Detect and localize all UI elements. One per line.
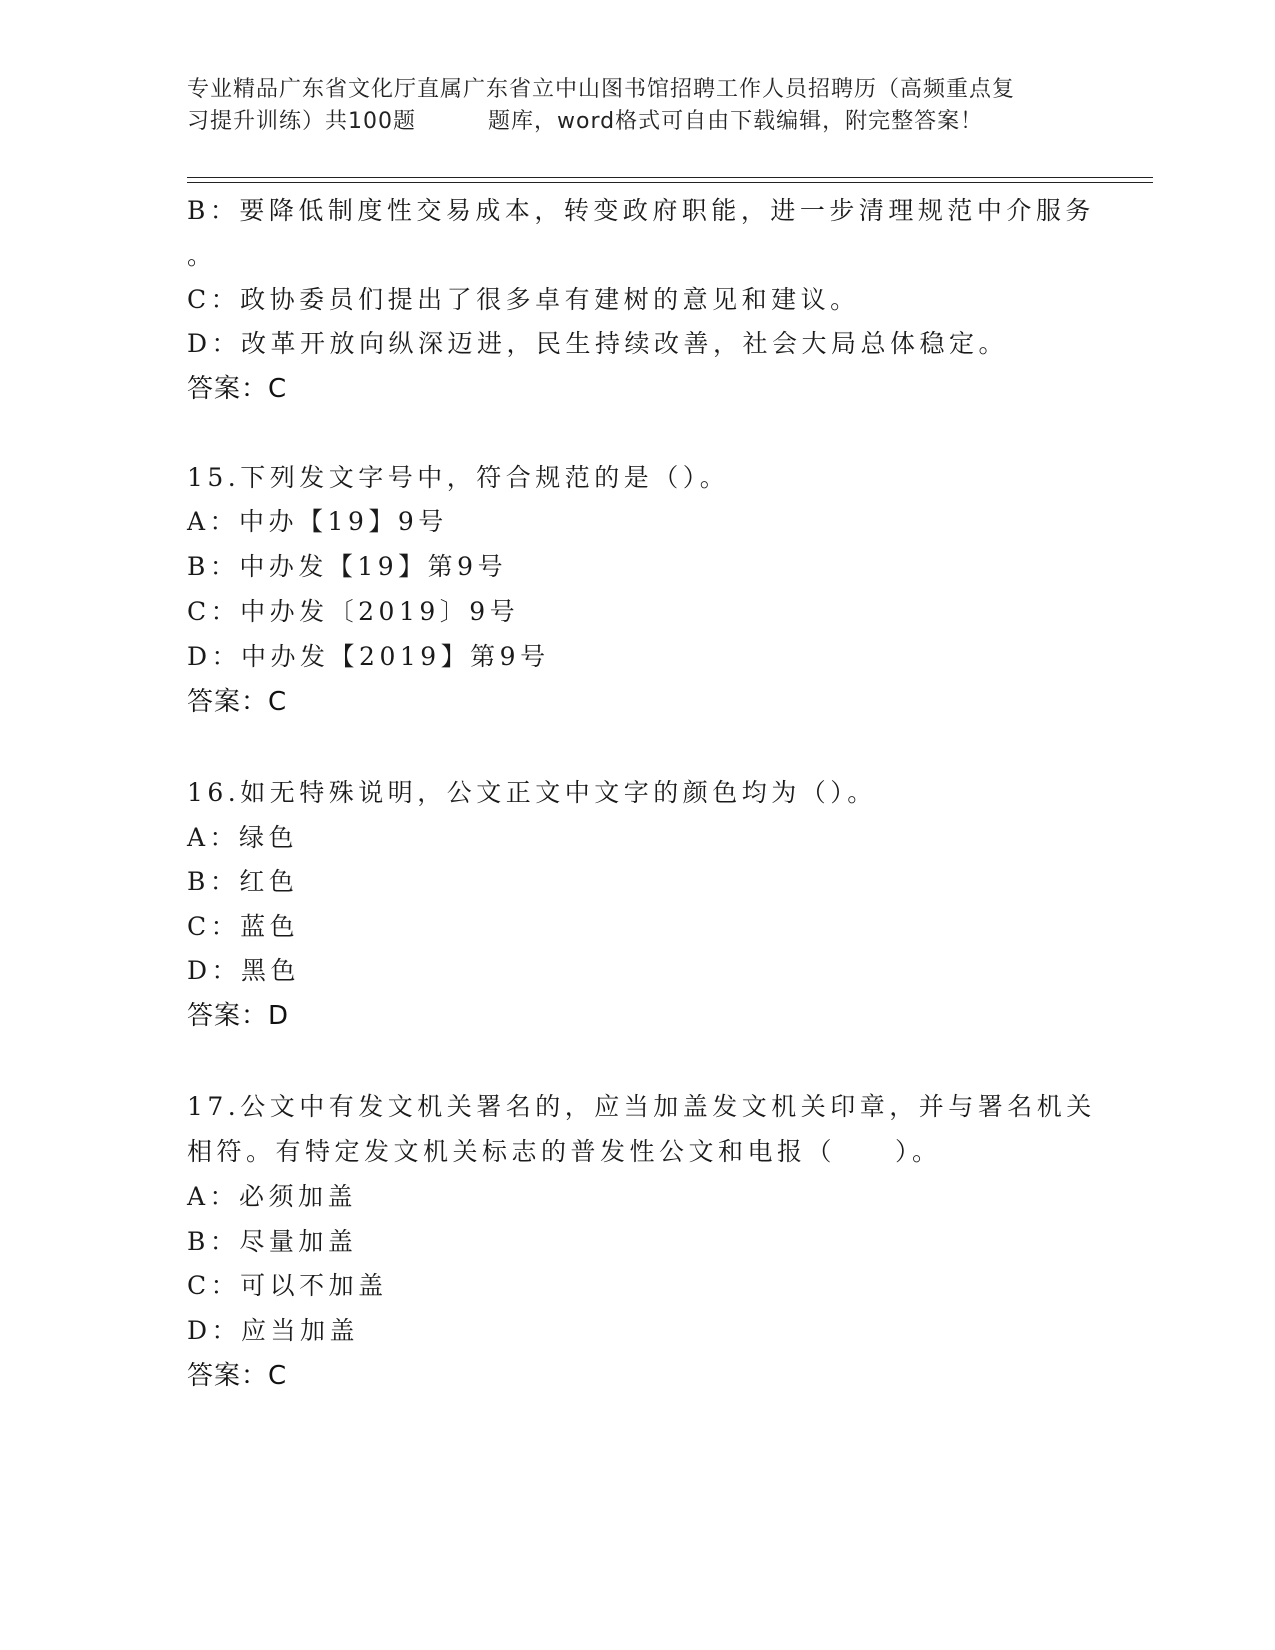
q17-option-a: A：必须加盖 [187,1182,358,1211]
q16-answer: 答案：D [187,1001,290,1031]
q16-question: 16.如无特殊说明，公文正文中文字的颜色均为（）。 [187,778,877,807]
q17-option-c: C：可以不加盖 [187,1271,388,1300]
q14-option-b: B：要降低制度性交易成本，转变政府职能，进一步清理规范中介服务 [187,196,1095,225]
q15-option-b: B：中办发【19】第9号 [187,552,508,581]
q14-option-d: D：改革开放向纵深迈进，民生持续改善，社会大局总体稳定。 [187,329,1009,358]
q17-question-line-1: 17.公文中有发文机关署名的，应当加盖发文机关印章，并与署名机关 [187,1092,1096,1121]
q14-option-c: C：政协委员们提出了很多卓有建树的意见和建议。 [187,285,860,314]
q16-option-b: B：红色 [187,867,299,896]
header-line-2 [187,106,1087,138]
document-header [187,74,1087,138]
q14-option-b-continued: 。 [187,241,217,270]
q15-answer: 答案：C [187,687,288,717]
q15-question: 15.下列发文字号中，符合规范的是（）。 [187,463,730,492]
q17-option-b: B：尽量加盖 [187,1227,358,1256]
q16-option-d: D：黑色 [187,956,301,985]
q16-option-c: C：蓝色 [187,912,300,941]
header-rule-top [187,177,1153,178]
header-rule-bottom [187,182,1153,183]
header-line-2-end: 题库，word格式可自由下载编辑，附完整答案！ [488,109,984,134]
q16-option-a: A：绿色 [187,823,299,852]
q17-question-line-2: 相符。有特定发文机关标志的普发性公文和电报（ ）。 [187,1137,942,1166]
q15-option-c: C：中办发〔2019〕9号 [187,597,520,626]
q15-option-a: A：中办【19】9号 [187,507,448,536]
header-line-1: 专业精品广东省文化厅直属广东省立中山图书馆招聘工作人员招聘历（高频重点复 [187,77,1016,102]
q17-option-d: D：应当加盖 [187,1316,360,1345]
q14-answer: 答案：C [187,374,288,404]
q17-answer: 答案：C [187,1361,288,1391]
q15-option-d: D：中办发【2019】第9号 [187,642,550,671]
header-line-2-start: 习提升训练）共100题 [187,109,416,134]
